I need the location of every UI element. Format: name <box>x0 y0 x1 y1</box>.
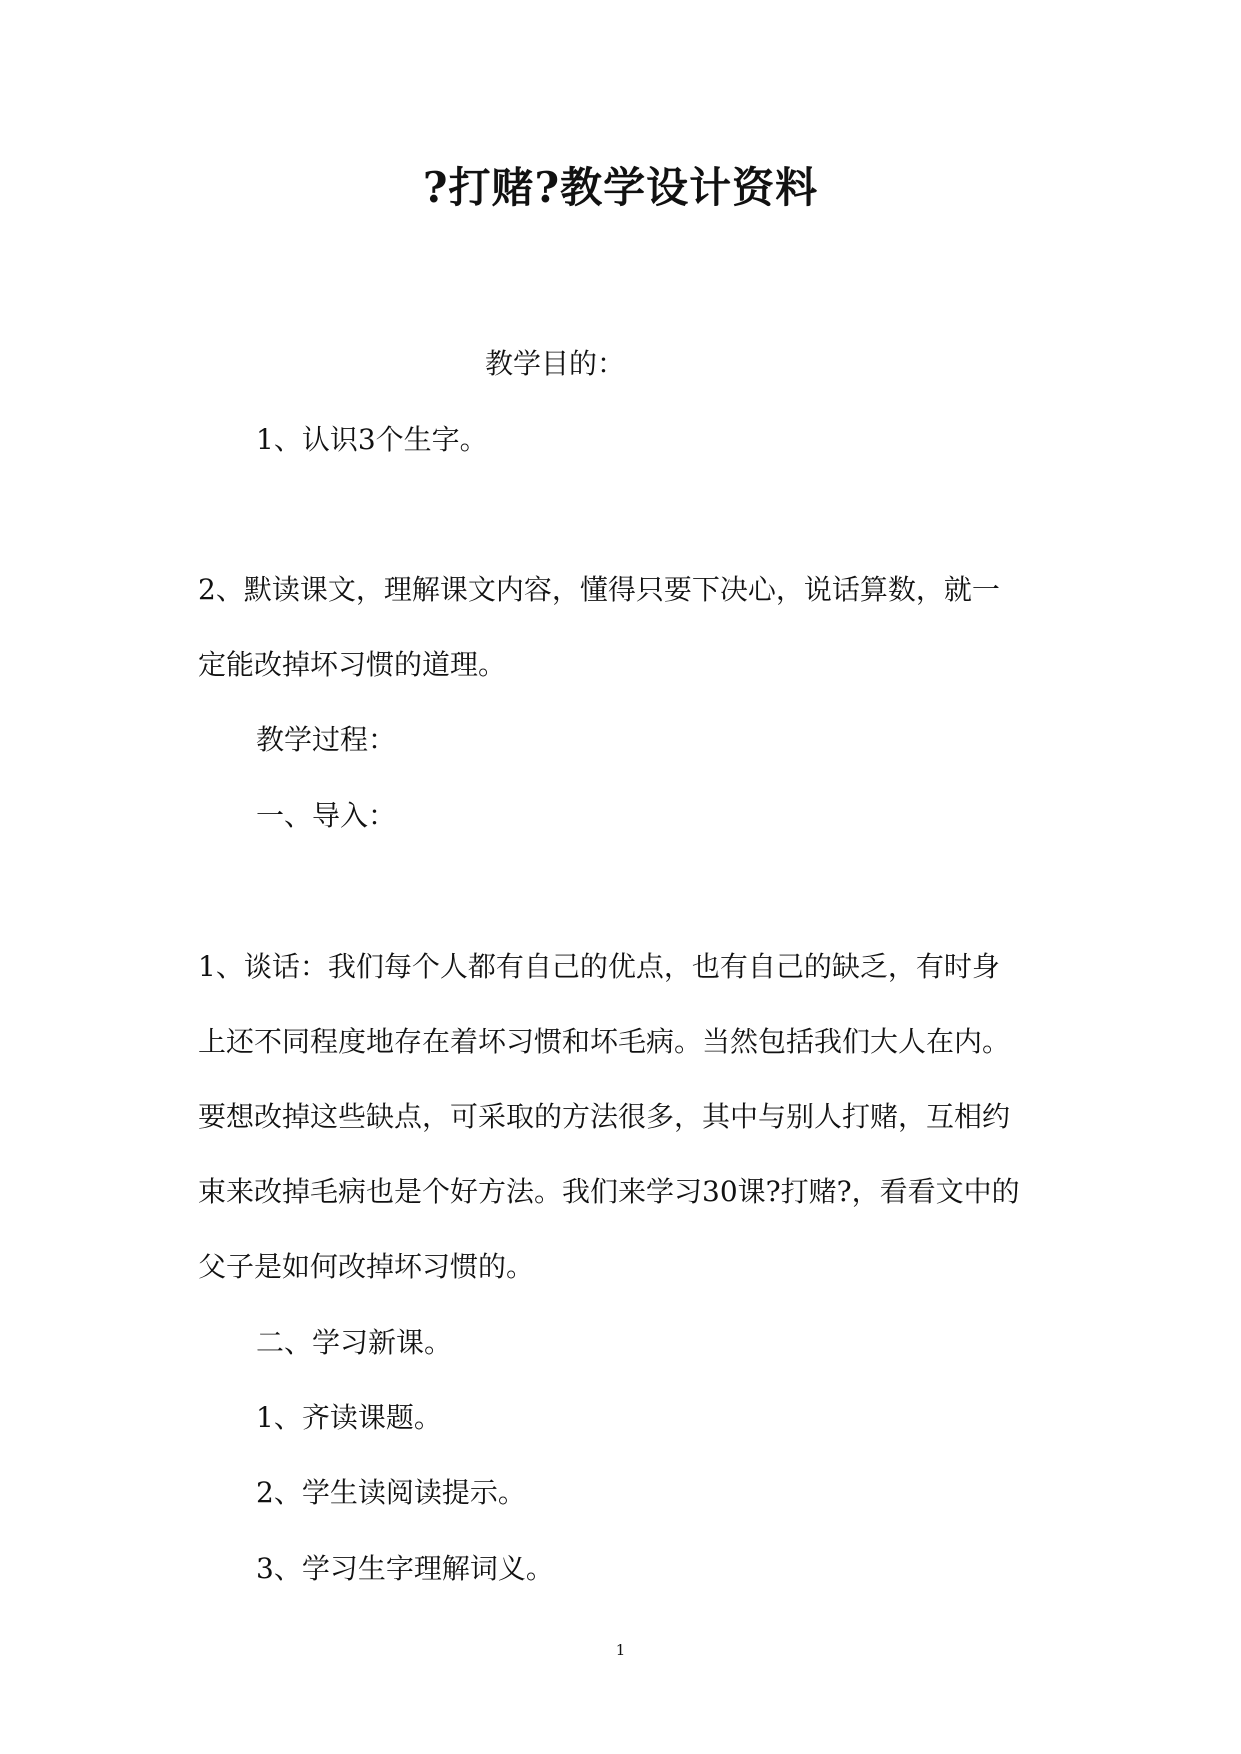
intro-paragraph-line-5: 父子是如何改掉坏习惯的。 <box>198 1250 535 1283</box>
intro-paragraph-line-2: 上还不同程度地存在着坏习惯和坏毛病。当然包括我们大人在内。 <box>198 1025 1011 1058</box>
objective-2-line-1: 2、默读课文，理解课文内容，懂得只要下决心，说话算数，就一 <box>198 573 1000 606</box>
section-two-new-lesson: 二、学习新课。 <box>256 1326 453 1359</box>
intro-paragraph-line-4: 束来改掉毛病也是个好方法。我们来学习30课?打赌?，看看文中的 <box>198 1175 1020 1208</box>
objective-2-line-2: 定能改掉坏习惯的道理。 <box>198 648 507 681</box>
heading-teaching-process: 教学过程： <box>256 723 397 756</box>
intro-paragraph-line-3: 要想改掉这些缺点，可采取的方法很多，其中与别人打赌，互相约 <box>198 1100 1011 1133</box>
lesson-step-3: 3、学习生字理解词义。 <box>256 1552 554 1585</box>
intro-paragraph-line-1: 1、谈话：我们每个人都有自己的优点，也有自己的缺乏，有时身 <box>198 950 1000 983</box>
lesson-step-1: 1、齐读课题。 <box>256 1401 442 1434</box>
page-number: 1 <box>615 1641 626 1659</box>
section-one-intro: 一、导入： <box>256 799 397 832</box>
objective-1: 1、认识3个生字。 <box>256 423 488 456</box>
lesson-step-2: 2、学生读阅读提示。 <box>256 1476 526 1509</box>
heading-teaching-objectives: 教学目的： <box>485 347 626 380</box>
document-title: ?打赌?教学设计资料 <box>422 163 819 212</box>
